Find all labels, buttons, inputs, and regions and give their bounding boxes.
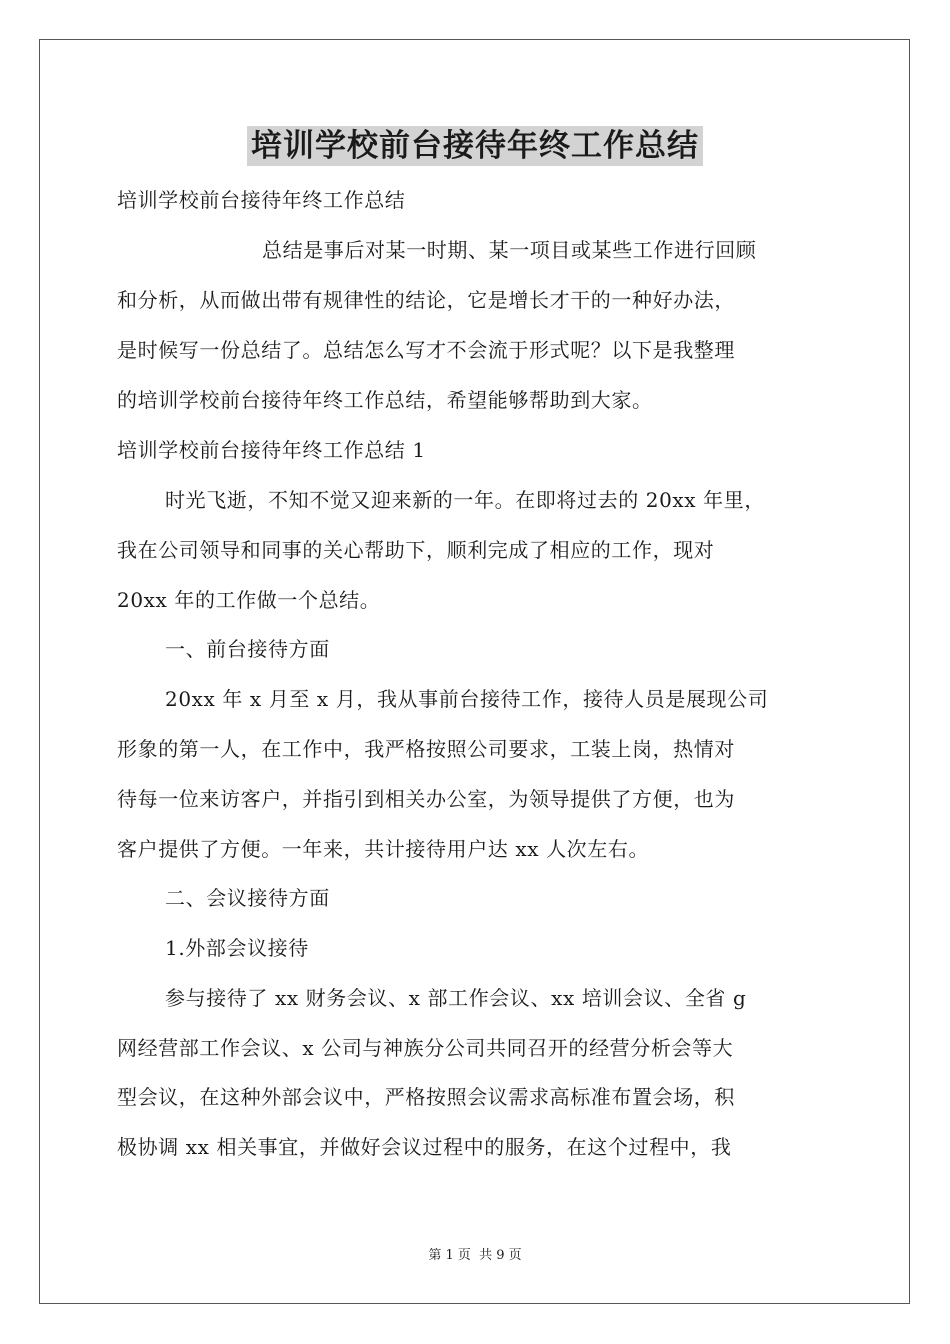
paragraph-line: 形象的第一人，在工作中，我严格按照公司要求，工装上岗，热情对: [117, 737, 735, 761]
paragraph-line: 参与接待了 xx 财务会议、x 部工作会议、xx 培训会议、全省 g: [165, 986, 747, 1010]
paragraph-line: 待每一位来访客户，并指引到相关办公室，为领导提供了方便，也为: [117, 787, 735, 811]
title-container: [0, 126, 950, 166]
page-footer: [0, 1247, 950, 1265]
paragraph-line: 20xx 年的工作做一个总结。: [117, 588, 381, 612]
paragraph-line: 型会议，在这种外部会议中，严格按照会议需求高标准布置会场，积: [117, 1085, 735, 1109]
paragraph-line: 和分析，从而做出带有规律性的结论，它是增长才干的一种好办法，: [117, 288, 735, 312]
section-heading: 二、会议接待方面: [165, 886, 330, 910]
paragraph-line: 的培训学校前台接待年终工作总结，希望能够帮助到大家。: [117, 388, 653, 412]
paragraph-line: 总结是事后对某一时期、某一项目或某些工作进行回顾: [262, 238, 757, 262]
document-title: 培训学校前台接待年终工作总结: [247, 126, 703, 166]
paragraph-line: 20xx 年 x 月至 x 月，我从事前台接待工作，接待人员是展现公司: [165, 687, 769, 711]
paragraph-line: 极协调 xx 相关事宜，并做好会议过程中的服务，在这个过程中，我: [117, 1135, 732, 1159]
page-number: 第 1 页: [428, 1248, 471, 1263]
page-total: 共 9 页: [479, 1248, 522, 1263]
paragraph-line: 我在公司领导和同事的关心帮助下，顺利完成了相应的工作，现对: [117, 538, 715, 562]
paragraph-line: 客户提供了方便。一年来，共计接待用户达 xx 人次左右。: [117, 837, 650, 861]
subtitle-line: 培训学校前台接待年终工作总结: [117, 188, 406, 212]
paragraph-line: 网经营部工作会议、x 公司与神族分公司共同召开的经营分析会等大: [117, 1036, 734, 1060]
subsection-heading: 1.外部会议接待: [165, 936, 309, 960]
paragraph-line: 是时候写一份总结了。总结怎么写才不会流于形式呢？以下是我整理: [117, 338, 735, 362]
section-heading: 培训学校前台接待年终工作总结 1: [117, 438, 426, 462]
paragraph-line: 时光飞逝，不知不觉又迎来新的一年。在即将过去的 20xx 年里，: [165, 488, 765, 512]
section-heading: 一、前台接待方面: [165, 637, 330, 661]
page-border: [39, 39, 910, 1304]
